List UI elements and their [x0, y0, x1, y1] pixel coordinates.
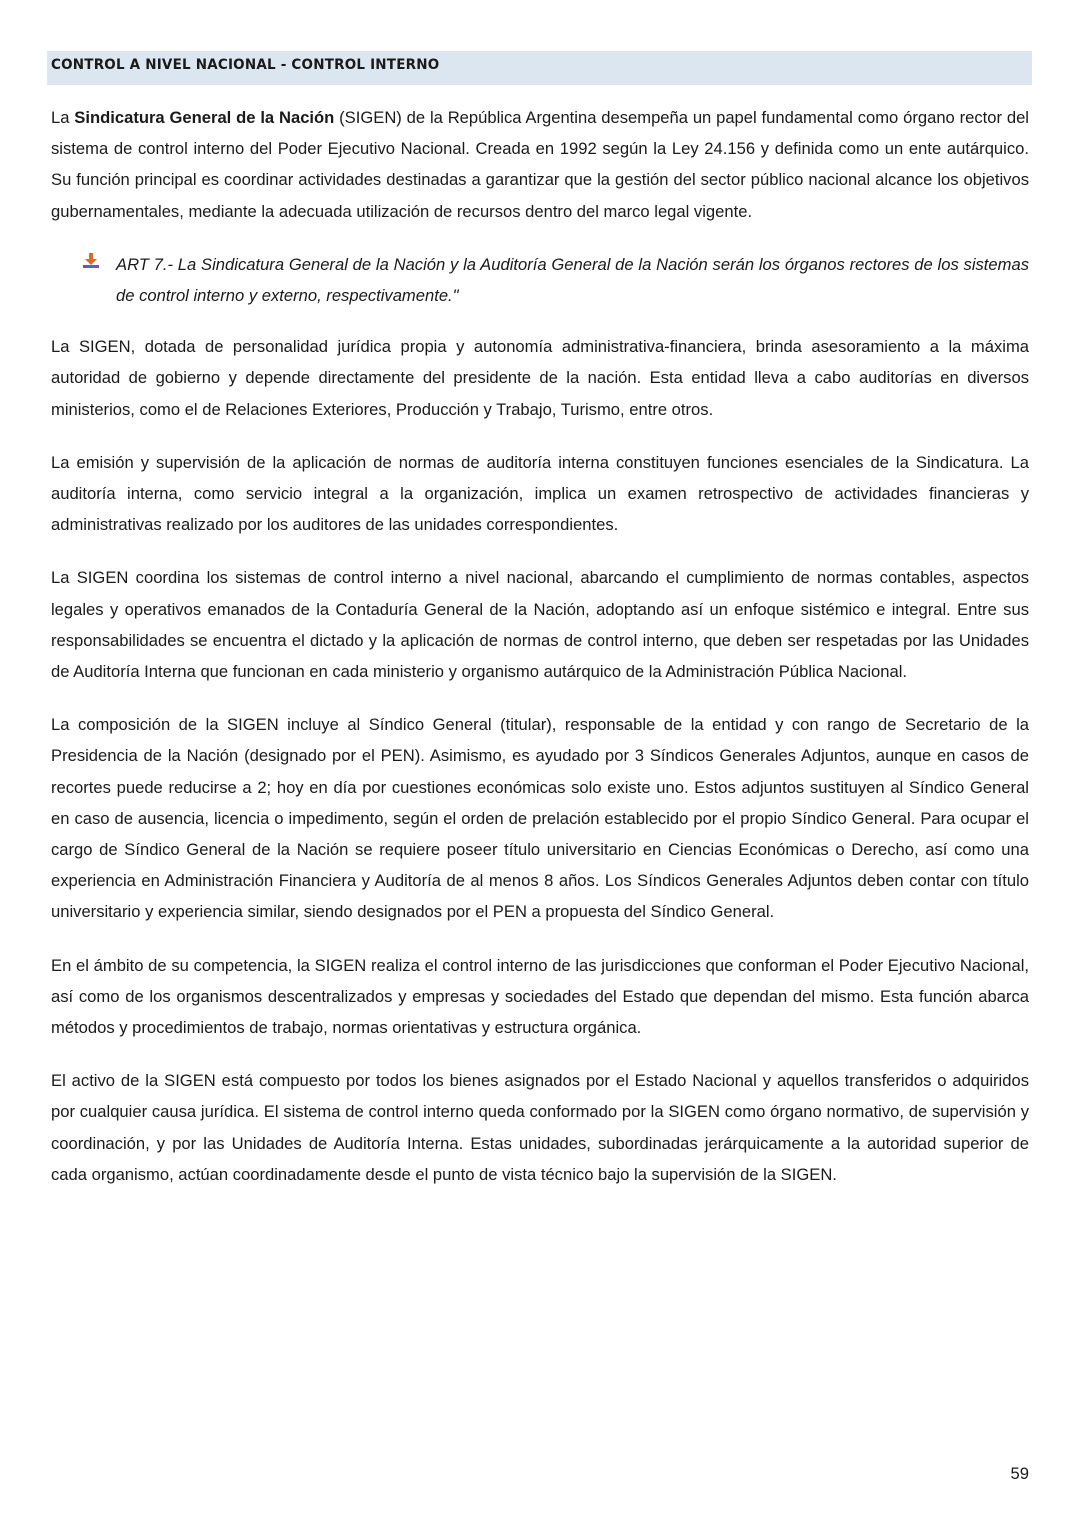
article-quote [51, 249, 1029, 311]
paragraph: La SIGEN coordina los sistemas de control interno a nivel nacional, abarcando el cumplimiento de normas contables, aspectos legales y operativos emanados de la Contaduría General de la Nación, adoptando así un enfoque sistémico e integral. Entre sus responsabilidades se encuentra el dictado y la aplicación de normas de control interno, que deben ser respetadas por las Unidades de Auditoría Interna que funcionan en cada ministerio y organismo autárquico de la Administración Pública Nacional. [51, 568, 1029, 682]
paragraph-rest: (SIGEN) de la República Argentina desempeña un papel fundamental como órgano rector del sistema de control interno del Poder Ejecutivo Nacional. Creada en 1992 según la Ley 24.156 y definida como un ente autárquico. Su función principal es coordinar actividades destinadas a garantizar que la gestión del sector público nacional alcance los objetivos gubernamentales, mediante la adecuada utilización de recursos dentro del marco legal vigente. [51, 108, 1029, 221]
page-number: 59 [1010, 1464, 1029, 1483]
article-quote-text: ART 7.- La Sindicatura General de la Nación y la Auditoría General de la Nación serán los órganos rectores de los sistemas de control interno y externo, respectivamente." [116, 254, 1029, 306]
paragraph: La SIGEN, dotada de personalidad jurídica propia y autonomía administrativa-financiera, brinda asesoramiento a la máxima autoridad de gobierno y depende directamente del presidente de la nación. Esta entidad lleva a cabo auditorías en diversos ministerios, como el de Relaciones Exteriores, Producción y Trabajo, Turismo, entre otros. [51, 337, 1029, 419]
paragraph: La emisión y supervisión de la aplicación de normas de auditoría interna constituyen funciones esenciales de la Sindicatura. La auditoría interna, como servicio integral a la organización, implica un examen retrospectivo de actividades financieras y administrativas realizado por los auditores de las unidades correspondientes. [51, 452, 1029, 535]
section-heading: CONTROL A NIVEL NACIONAL - CONTROL INTERNO [51, 56, 440, 74]
bold-term: Sindicatura General de la Nación [74, 108, 335, 127]
section-heading-bar [47, 51, 1032, 85]
paragraph: En el ámbito de su competencia, la SIGEN realiza el control interno de las jurisdicciones que conforman el Poder Ejecutivo Nacional, así como de los organismos descentralizados y empresas y sociedades del Estado que dependan del mismo. Esta función abarca métodos y procedimientos de trabajo, normas orientativas y estructura orgánica. [51, 955, 1029, 1038]
paragraph [51, 102, 1029, 227]
paragraph-intro: La [51, 108, 75, 127]
paragraph: El activo de la SIGEN está compuesto por todos los bienes asignados por el Estado Nacional y aquellos transferidos o adquiridos por cualquier causa jurídica. El sistema de control interno queda conformado por la SIGEN como órgano normativo, de supervisión y coordinación, y por las Unidades de Auditoría Interna. Estas unidades, subordinadas jerárquicamente a la autoridad superior de cada organismo, actúan coordinadamente desde el punto de vista técnico bajo la supervisión de la SIGEN. [51, 1071, 1029, 1184]
paragraph: La composición de la SIGEN incluye al Síndico General (titular), responsable de la entidad y con rango de Secretario de la Presidencia de la Nación (designado por el PEN). Asimismo, es ayudado por 3 Síndicos Generales Adjuntos, aunque en casos de recortes puede reducirse a 2; hoy en día por cuestiones económicas solo existe uno. Estos adjuntos sustituyen al Síndico General en caso de ausencia, licencia o impedimento, según el orden de prelación establecido por el propio Síndico General. Para ocupar el cargo de Síndico General de la Nación se requiere poseer título universitario en Ciencias Económicas o Derecho, así como una experiencia en Administración Financiera y Auditoría de al menos 8 años. Los Síndicos Generales Adjuntos deben contar con título universitario y experiencia similar, siendo designados por el PEN a propuesta del Síndico General. [51, 715, 1029, 922]
bullet-arrow-icon [83, 253, 99, 269]
document-body [51, 102, 1029, 1212]
